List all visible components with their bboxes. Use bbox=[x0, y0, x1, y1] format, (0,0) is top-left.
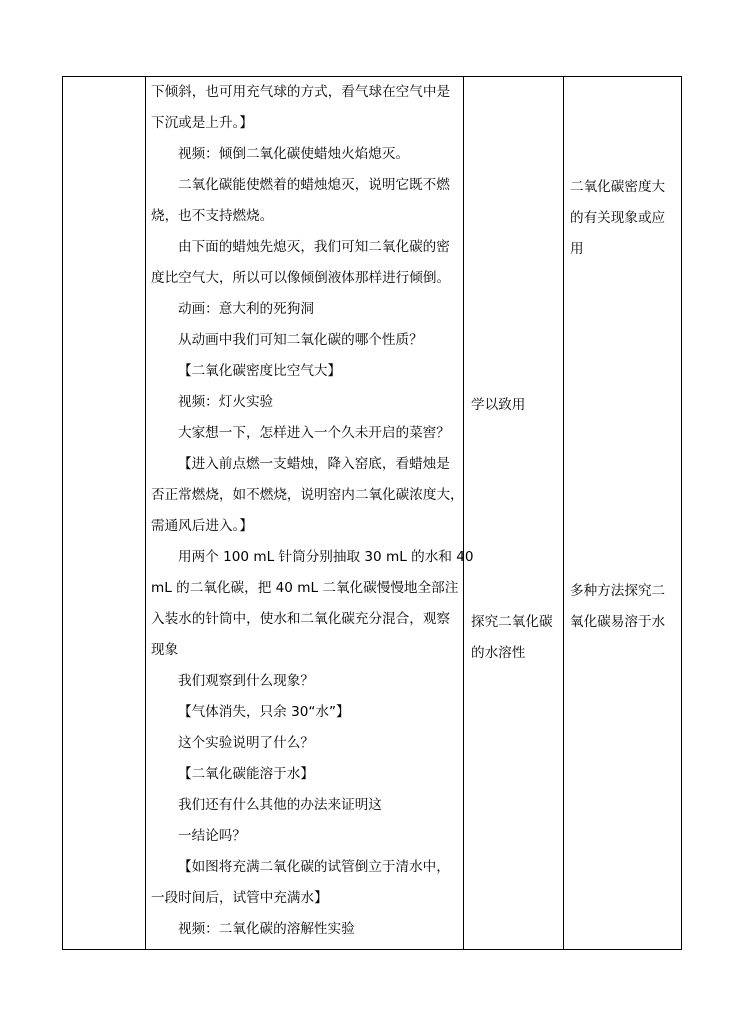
content-line: 一结论吗？ bbox=[178, 828, 246, 844]
content-line: 【二氧化碳密度比空气大】 bbox=[178, 363, 342, 379]
content-line: 现象 bbox=[151, 642, 179, 658]
teaching-content-cell bbox=[151, 77, 474, 949]
content-line: 【二氧化碳能溶于水】 bbox=[178, 766, 314, 782]
content-line: 二氧化碳能使燃着的蜡烛熄灭，说明它既不燃 bbox=[178, 177, 450, 193]
content-line: 视频：二氧化碳的溶解性实验 bbox=[178, 921, 355, 937]
column-divider bbox=[563, 77, 564, 949]
content-line: 【如图将充满二氧化碳的试管倒立于清水中， bbox=[178, 859, 450, 875]
content-line: 需通风后进入。】 bbox=[151, 518, 253, 534]
column-divider bbox=[145, 77, 146, 949]
content-line: 从动画中我们可知二氧化碳的哪个性质？ bbox=[178, 332, 423, 348]
content-line: 下沉或是上升。】 bbox=[151, 115, 253, 131]
content-line: mL 的二氧化碳，把 40 mL 二氧化碳慢慢地全部注 bbox=[151, 580, 459, 596]
design-intent-explore: 探究二氧化碳 的水溶性 bbox=[471, 614, 553, 661]
content-line: 【气体消失，只余 30“水”】 bbox=[178, 704, 350, 720]
content-line: 动画：意大利的死狗洞 bbox=[178, 301, 314, 317]
content-line: 度比空气大，所以可以像倾倒液体那样进行倾倒。 bbox=[151, 270, 451, 286]
column-divider bbox=[463, 77, 464, 949]
content-line: 视频：灯火实验 bbox=[178, 394, 274, 410]
content-line: 视频：倾倒二氧化碳使蜡烛火焰熄灭。 bbox=[178, 146, 410, 162]
content-line: 我们还有什么其他的办法来证明这 bbox=[178, 797, 382, 813]
content-line: 用两个 100 mL 针筒分别抽取 30 mL 的水和 40 bbox=[178, 549, 474, 565]
remark-solubility: 多种方法探究二 氧化碳易溶于水 bbox=[570, 583, 666, 630]
content-line: 由下面的蜡烛先熄灭，我们可知二氧化碳的密 bbox=[178, 239, 450, 255]
content-line: 【进入前点燃一支蜡烛，降入窑底，看蜡烛是 bbox=[178, 456, 450, 472]
content-line: 这个实验说明了什么？ bbox=[178, 735, 314, 751]
content-line: 入装水的针筒中，使水和二氧化碳充分混合，观察 bbox=[151, 611, 451, 627]
lesson-table bbox=[62, 76, 682, 950]
content-line: 下倾斜，也可用充气球的方式，看气球在空气中是 bbox=[151, 84, 451, 100]
content-line: 一段时间后，试管中充满水】 bbox=[151, 890, 328, 906]
remark-density: 二氧化碳密度大 的有关现象或应 用 bbox=[570, 179, 666, 257]
design-intent-apply: 学以致用 bbox=[471, 397, 526, 413]
content-line: 我们观察到什么现象？ bbox=[178, 673, 314, 689]
content-line: 烧，也不支持燃烧。 bbox=[151, 208, 274, 224]
content-line: 大家想一下，怎样进入一个久未开启的菜窖？ bbox=[178, 425, 450, 441]
content-line: 否正常燃烧，如不燃烧，说明窑内二氧化碳浓度大， bbox=[151, 487, 464, 503]
